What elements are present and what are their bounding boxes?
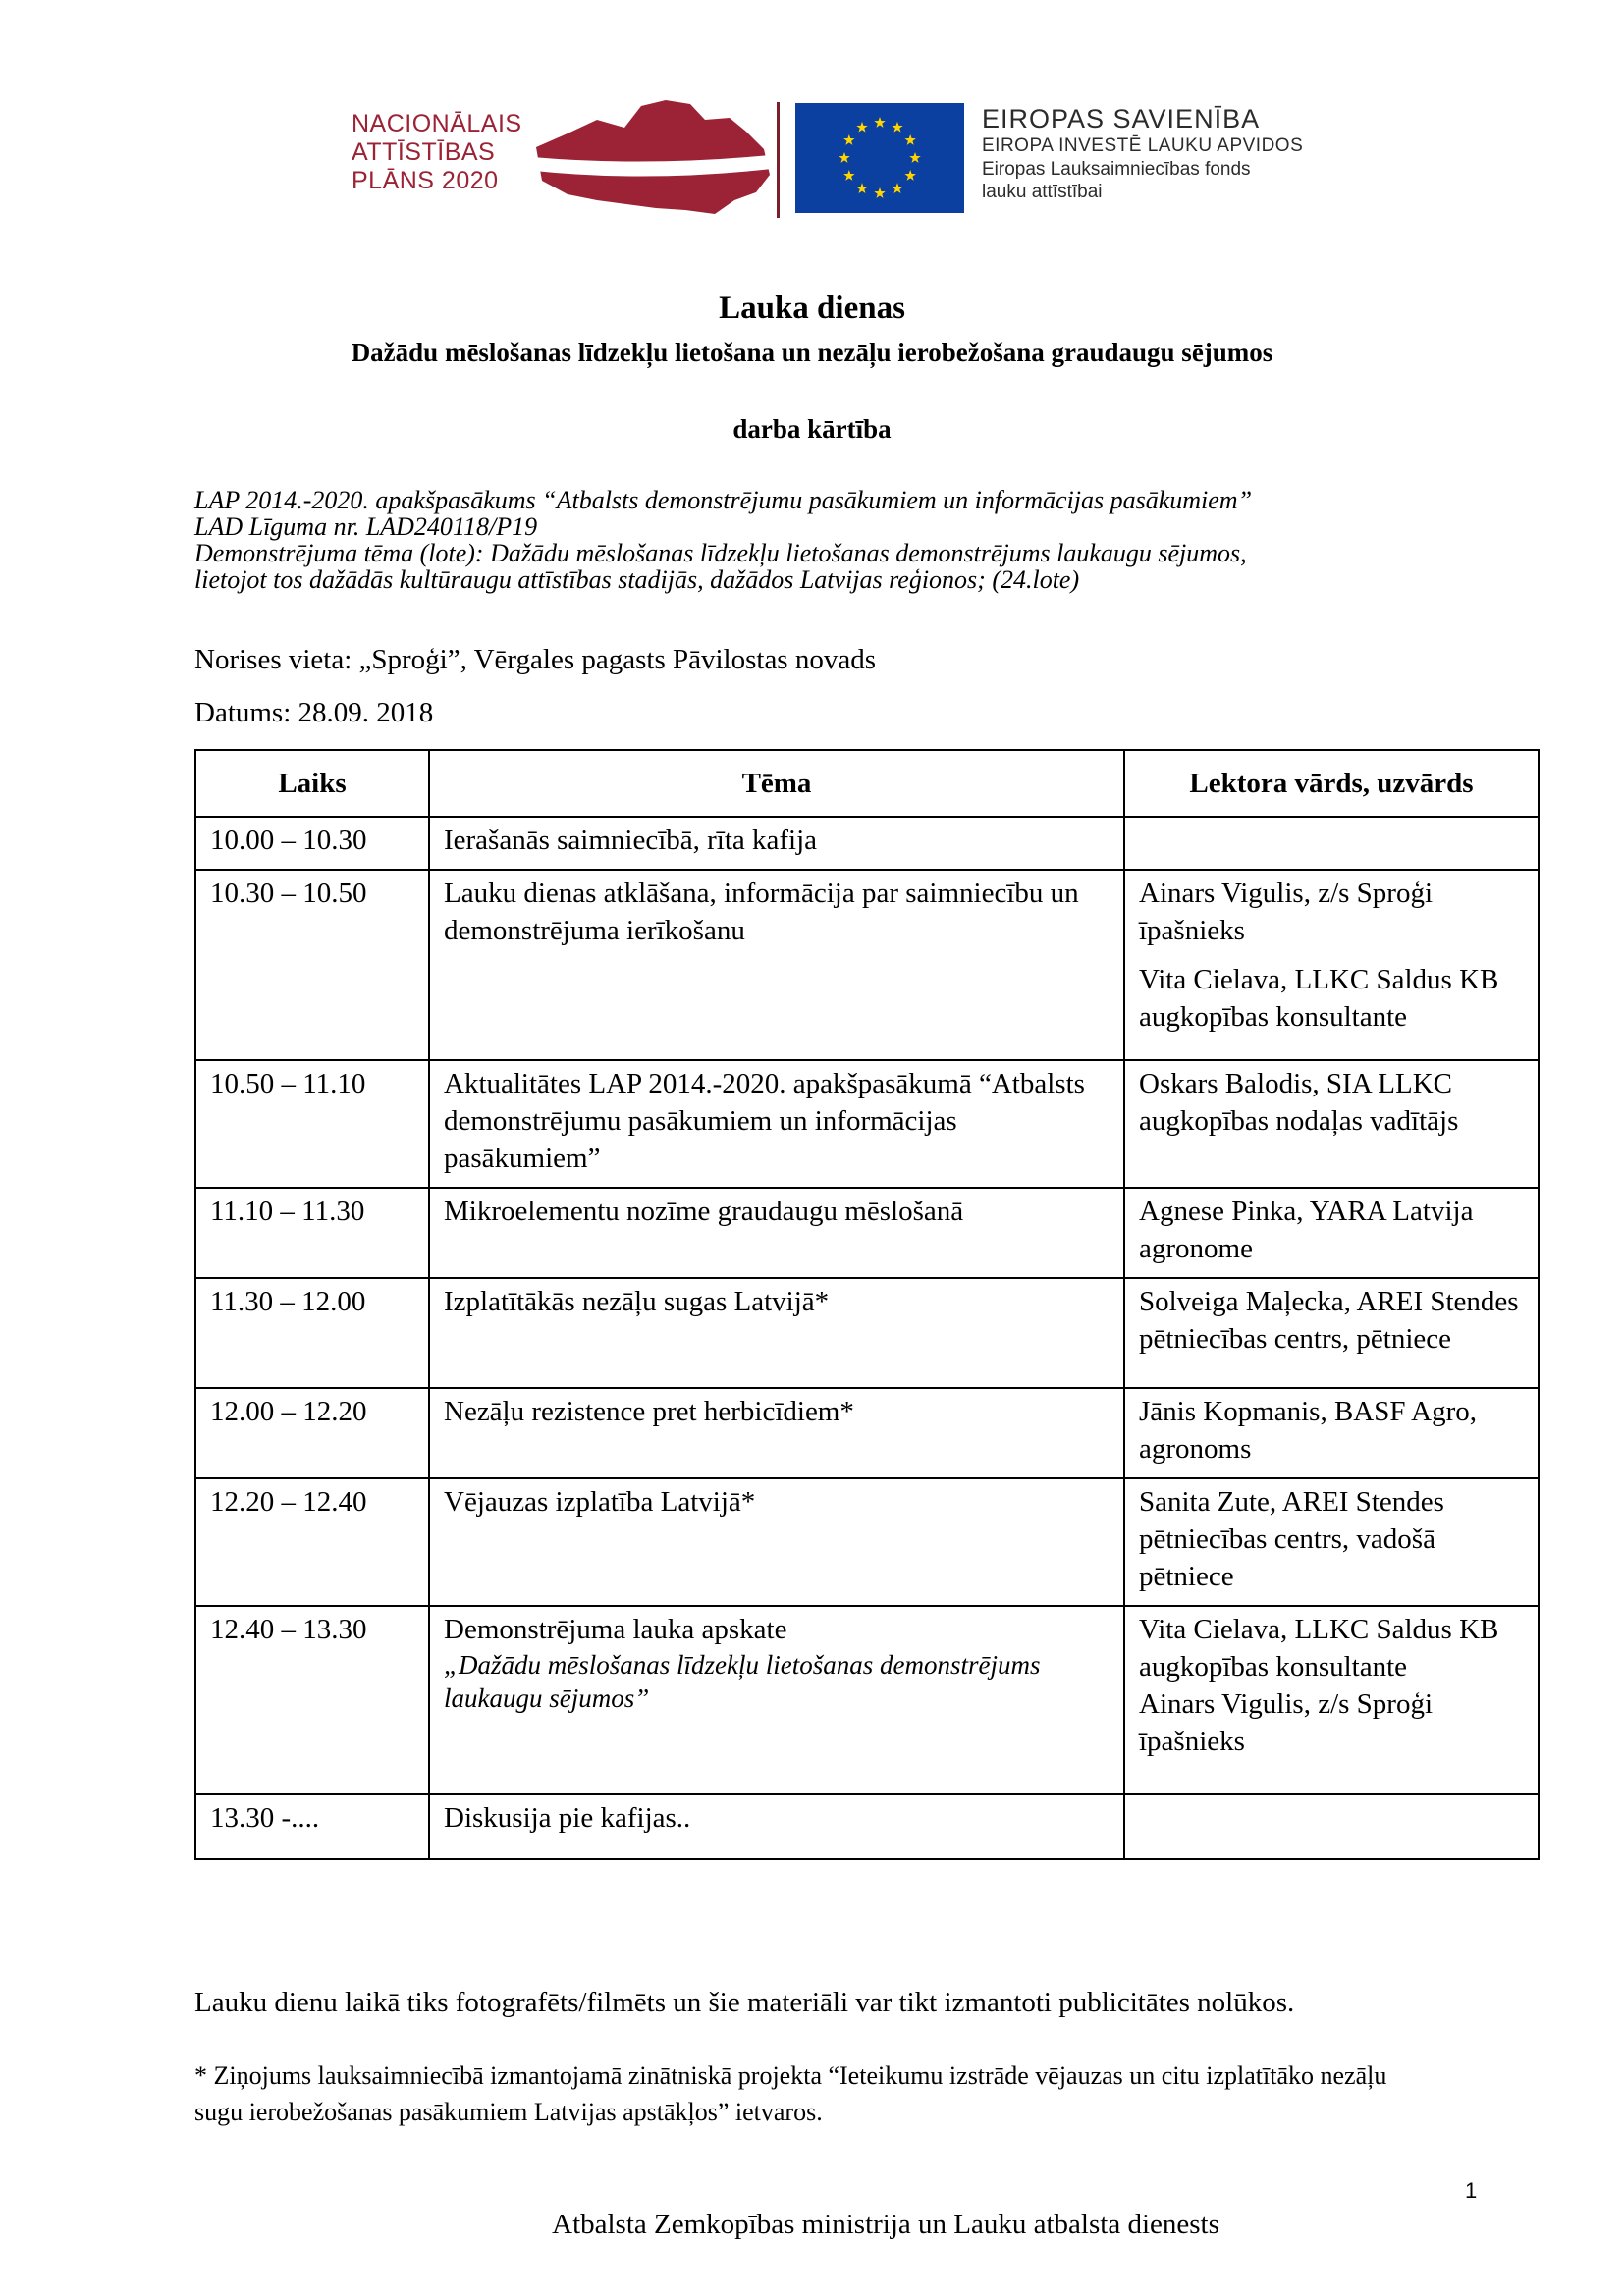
lecturer-name: Sanita Zute, AREI Stendes pētniecības centrs, vadošā pētniece (1139, 1486, 1444, 1592)
cell-topic (429, 1478, 1124, 1606)
cell-time: 12.40 – 13.30 (195, 1606, 429, 1794)
cell-lecturer (1124, 1794, 1539, 1859)
lecturer-name: Ainars Vigulis, z/s Sproģi īpašnieks (1139, 1688, 1434, 1757)
topic-text: Lauku dienas atklāšana, informācija par saimniecību un demonstrējuma ierīkošanu (444, 878, 1079, 946)
cell-lecturer (1124, 1188, 1539, 1278)
schedule-body (195, 817, 1539, 1859)
table-row (195, 1278, 1539, 1388)
page-number: 1 (1465, 2178, 1478, 2203)
cell-lecturer (1124, 1060, 1539, 1188)
table-row (195, 1478, 1539, 1606)
intro-block (194, 487, 1549, 593)
agenda-label: darba kārtība (732, 414, 892, 444)
table-row (195, 1060, 1539, 1188)
event-date: Datums: 28.09. 2018 (194, 697, 434, 728)
cell-topic (429, 817, 1124, 870)
document-subtitle: Dažādu mēslošanas līdzekļu lietošana un nezāļu ierobežošana graudaugu sējumos (351, 338, 1273, 367)
cell-topic (429, 870, 1124, 1060)
lecturer-name: Vita Cielava, LLKC Saldus KB augkopības konsultante (1139, 1614, 1499, 1682)
event-place: Norises vieta: „Sproģi”, Vērgales pagasts Pāvilostas novads (194, 644, 877, 675)
header-time: Laiks (195, 750, 429, 817)
cell-lecturer (1124, 1388, 1539, 1478)
topic-text: Diskusija pie kafijas.. (444, 1802, 691, 1834)
nap-logo-text (352, 110, 538, 195)
table-row (195, 1606, 1539, 1794)
header-lecturer: Lektora vārds, uzvārds (1124, 750, 1539, 817)
topic-text: Demonstrējuma lauka apskate (444, 1614, 787, 1645)
intro-line: Demonstrējuma tēma (lote): Dažādu mēslošanas līdzekļu lietošanas demonstrējums laukaugu sējumos, (194, 539, 1247, 567)
topic-text: Izplatītākās nezāļu sugas Latvijā* (444, 1286, 830, 1317)
topic-text: Ierašanās saimniecībā, rīta kafija (444, 825, 818, 856)
cell-topic (429, 1278, 1124, 1388)
eu-logo-text (982, 103, 1303, 203)
latvia-flag-map-icon (528, 98, 774, 218)
cell-time: 12.20 – 12.40 (195, 1478, 429, 1606)
eu-flag-icon (795, 103, 964, 213)
cell-lecturer (1124, 870, 1539, 1060)
lecturer-name: Vita Cielava, LLKC Saldus KB augkopības konsultante (1139, 964, 1499, 1033)
nap-line-1: NACIONĀLAIS (352, 110, 522, 137)
document-title: Lauka dienas (719, 291, 905, 326)
intro-line: lietojot tos dažādās kultūraugu attīstības stadijās, dažādos Latvijas reģionos; (24.lote) (194, 565, 1080, 594)
eu-title: EIROPAS SAVIENĪBA (982, 104, 1261, 133)
topic-text: Nezāļu rezistence pret herbicīdiem* (444, 1396, 854, 1427)
topic-text: Aktualitātes LAP 2014.-2020. apakšpasākumā “Atbalsts demonstrējumu pasākumiem un informācijas pasākumiem” (444, 1068, 1085, 1174)
eu-line-1: EIROPA INVESTĒ LAUKU APVIDOS (982, 135, 1304, 156)
cell-lecturer (1124, 817, 1539, 870)
eu-line-2: Eiropas Lauksaimniecības fonds (982, 159, 1251, 180)
cell-time: 10.30 – 10.50 (195, 870, 429, 1060)
header-logos (352, 98, 1333, 226)
cell-topic (429, 1606, 1124, 1794)
cell-time: 11.30 – 12.00 (195, 1278, 429, 1388)
cell-time: 12.00 – 12.20 (195, 1388, 429, 1478)
topic-text: Vējauzas izplatība Latvijā* (444, 1486, 756, 1518)
publicity-note: Lauku dienu laikā tiks fotografēts/filmēts un šie materiāli var tikt izmantoti publicitātes nolūkos. (194, 1987, 1295, 2018)
table-row (195, 1388, 1539, 1478)
cell-lecturer (1124, 1606, 1539, 1794)
intro-line: LAP 2014.-2020. apakšpasākums “Atbalsts demonstrējumu pasākumiem un informācijas pasākumiem” (194, 486, 1253, 514)
cell-time: 10.00 – 10.30 (195, 817, 429, 870)
cell-lecturer (1124, 1278, 1539, 1388)
cell-topic (429, 1794, 1124, 1859)
table-row (195, 817, 1539, 870)
topic-text: Mikroelementu nozīme graudaugu mēslošanā (444, 1196, 964, 1227)
table-row (195, 1188, 1539, 1278)
eu-line-3: lauku attīstībai (982, 182, 1103, 202)
lecturer-name: Solveiga Maļecka, AREI Stendes pētniecības centrs, pētniece (1139, 1286, 1519, 1355)
header-topic: Tēma (429, 750, 1124, 817)
cell-topic (429, 1188, 1124, 1278)
cell-time: 11.10 – 11.30 (195, 1188, 429, 1278)
table-row (195, 1794, 1539, 1859)
table-header-row (195, 750, 1539, 817)
cell-topic (429, 1388, 1124, 1478)
cell-time: 13.30 -.... (195, 1794, 429, 1859)
lecturer-name: Oskars Balodis, SIA LLKC augkopības nodaļas vadītājs (1139, 1068, 1459, 1137)
topic-subtitle: „Dažādu mēslošanas līdzekļu lietošanas demonstrējums laukaugu sējumos” (444, 1650, 1041, 1713)
cell-topic (429, 1060, 1124, 1188)
lecturer-name: Agnese Pinka, YARA Latvija agronome (1139, 1196, 1474, 1264)
nap-line-2: ATTĪSTĪBAS (352, 138, 496, 166)
page-footer: Atbalsta Zemkopības ministrija un Lauku atbalsta dienests (552, 2209, 1219, 2240)
intro-line: LAD Līguma nr. LAD240118/P19 (194, 512, 538, 541)
footnote: * Ziņojums lauksaimniecībā izmantojamā zinātniskā projekta “Ieteikumu izstrāde vējauzas un citu izplatītāko nezāļu sugu ierobežošanas pasākumiem Latvijas apstākļos” ietvaros. (194, 2061, 1387, 2126)
schedule-table (194, 749, 1540, 1860)
nap-line-3: PLĀNS 2020 (352, 167, 499, 194)
logo-divider (777, 102, 780, 218)
cell-lecturer (1124, 1478, 1539, 1606)
lecturer-name: Ainars Vigulis, z/s Sproģi īpašnieks (1139, 878, 1434, 946)
cell-time: 10.50 – 11.10 (195, 1060, 429, 1188)
table-row (195, 870, 1539, 1060)
lecturer-name: Jānis Kopmanis, BASF Agro, agronoms (1139, 1396, 1478, 1465)
